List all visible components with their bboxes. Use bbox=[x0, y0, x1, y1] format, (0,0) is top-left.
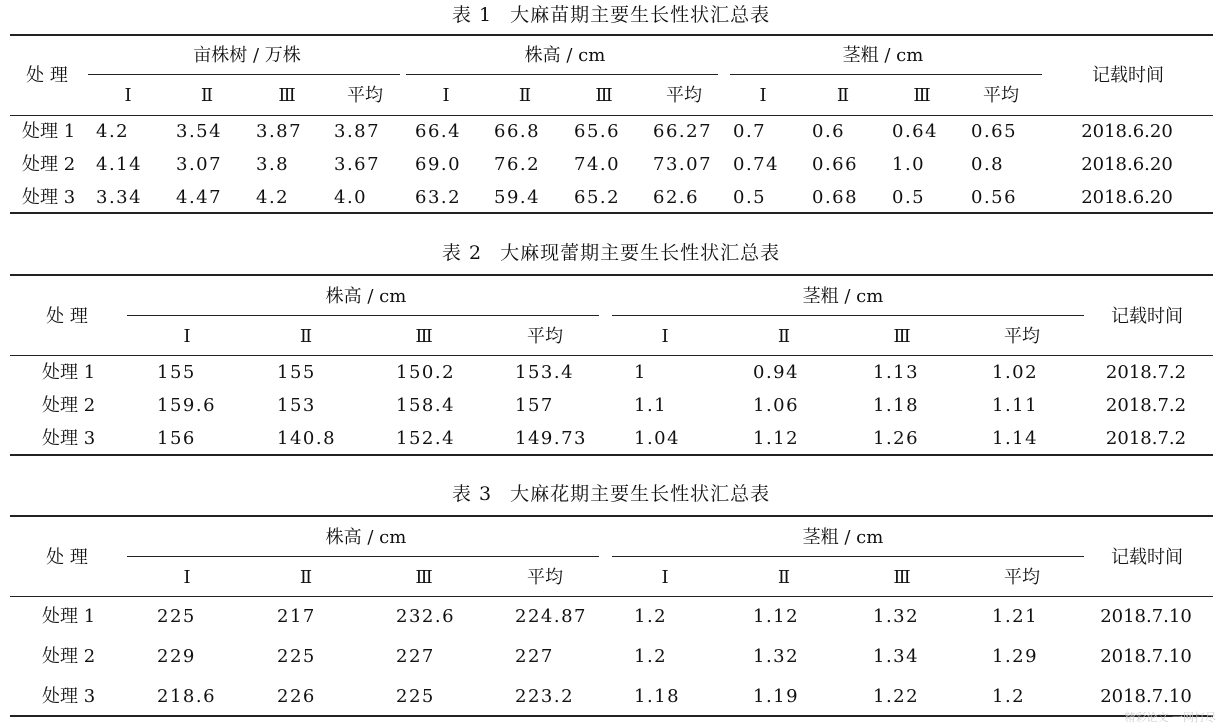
table3-sub-header: Ⅱ bbox=[299, 567, 313, 588]
table2-number: 表 2 bbox=[441, 242, 483, 264]
table1-cell: 4.0 bbox=[334, 187, 368, 208]
table3-cell: 217 bbox=[277, 606, 316, 627]
table2-cell: 157 bbox=[515, 395, 554, 416]
table3-time-header: 记载时间 bbox=[1111, 547, 1183, 568]
table2-cell: 155 bbox=[157, 362, 196, 383]
table1-row-label: 处理 1 bbox=[22, 121, 76, 142]
table2-sub-header: Ⅲ bbox=[415, 326, 433, 347]
table3-sub-header: Ⅱ bbox=[777, 567, 791, 588]
table1-header-rule bbox=[10, 115, 1213, 116]
table1-sub-header: Ⅰ bbox=[759, 85, 767, 106]
table1-cell: 3.07 bbox=[176, 154, 223, 175]
table3-row-label: 处理 2 bbox=[42, 646, 96, 667]
table2-title: 大麻现蕾期主要生长性状汇总表 bbox=[500, 242, 781, 264]
table1-cell: 0.5 bbox=[733, 187, 767, 208]
table1-group-header: 亩株树 / 万株 bbox=[193, 45, 301, 66]
table1-title: 大麻苗期主要生长性状汇总表 bbox=[510, 4, 771, 26]
table1-cell: 3.67 bbox=[334, 154, 381, 175]
table1-cell: 66.27 bbox=[653, 121, 713, 142]
table2-sub-header: Ⅱ bbox=[299, 326, 313, 347]
table1-cell: 69.0 bbox=[415, 154, 462, 175]
table1-cell: 65.6 bbox=[574, 121, 621, 142]
table2-cell: 155 bbox=[277, 362, 316, 383]
table2-sub-header: Ⅲ bbox=[893, 326, 911, 347]
table1-group-rule-1 bbox=[88, 74, 400, 75]
table1-cell: 4.47 bbox=[176, 187, 223, 208]
table2-row-header: 处 理 bbox=[46, 306, 88, 327]
table1-sub-header: Ⅰ bbox=[124, 85, 132, 106]
table2-cell: 149.73 bbox=[515, 428, 587, 449]
table3-cell: 225 bbox=[157, 606, 196, 627]
table2-cell: 156 bbox=[157, 428, 196, 449]
table2-bottom-rule bbox=[10, 454, 1213, 456]
table1-cell: 76.2 bbox=[494, 154, 541, 175]
table3-cell: 1.2 bbox=[634, 646, 668, 667]
table2-sub-header: Ⅰ bbox=[183, 326, 191, 347]
table1-cell: 4.2 bbox=[256, 187, 290, 208]
table3-sub-header: Ⅰ bbox=[183, 567, 191, 588]
table1-cell: 0.8 bbox=[971, 154, 1005, 175]
table3-cell: 1.19 bbox=[753, 686, 800, 707]
table3-group-header: 茎粗 / cm bbox=[802, 527, 884, 548]
table3-caption bbox=[0, 482, 1222, 506]
table2-cell: 1.02 bbox=[992, 362, 1039, 383]
table2-cell: 152.4 bbox=[396, 428, 456, 449]
table2-sub-header: Ⅰ bbox=[661, 326, 669, 347]
table1-cell: 62.6 bbox=[653, 187, 700, 208]
table3-cell: 225 bbox=[277, 646, 316, 667]
table1-cell: 0.74 bbox=[733, 154, 780, 175]
table2-row-date: 2018.7.2 bbox=[1105, 362, 1187, 383]
table2-cell: 1.13 bbox=[873, 362, 920, 383]
table3-row-date: 2018.7.10 bbox=[1100, 606, 1192, 627]
table2-cell: 1.11 bbox=[992, 395, 1039, 416]
table3-cell: 218.6 bbox=[157, 686, 217, 707]
table3-sub-header: Ⅲ bbox=[415, 567, 433, 588]
table3-cell: 232.6 bbox=[396, 606, 456, 627]
table1-cell: 59.4 bbox=[494, 187, 541, 208]
table2-cell: 1.26 bbox=[873, 428, 920, 449]
table1-group-header: 株高 / cm bbox=[524, 45, 606, 66]
table1-sub-header: 平均 bbox=[347, 85, 383, 106]
table3-cell: 223.2 bbox=[515, 686, 575, 707]
table2-cell: 150.2 bbox=[396, 362, 456, 383]
table3-row-label: 处理 3 bbox=[42, 686, 96, 707]
table3-row-date: 2018.7.10 bbox=[1100, 686, 1192, 707]
table2-row-label: 处理 3 bbox=[42, 428, 96, 449]
table1-cell: 0.66 bbox=[812, 154, 859, 175]
table1-cell: 3.54 bbox=[176, 121, 223, 142]
table2-group-rule-1 bbox=[127, 315, 599, 316]
table2-row-date: 2018.7.2 bbox=[1105, 428, 1187, 449]
table3-cell: 1.21 bbox=[992, 606, 1039, 627]
table1-sub-header: Ⅲ bbox=[913, 85, 931, 106]
table3-cell: 1.29 bbox=[992, 646, 1039, 667]
table3-cell: 1.34 bbox=[873, 646, 920, 667]
table1-row-header: 处 理 bbox=[26, 65, 68, 86]
table3-sub-header: 平均 bbox=[527, 567, 563, 588]
table1-time-header: 记载时间 bbox=[1092, 65, 1164, 86]
table1-cell: 73.07 bbox=[653, 154, 713, 175]
table2-cell: 1.04 bbox=[634, 428, 681, 449]
table3-cell: 1.32 bbox=[873, 606, 920, 627]
table2-row-label: 处理 1 bbox=[42, 362, 96, 383]
table1-sub-header: Ⅲ bbox=[278, 85, 296, 106]
table1-sub-header: Ⅱ bbox=[518, 85, 532, 106]
table1-group-header: 茎粗 / cm bbox=[842, 45, 924, 66]
table3-top-rule bbox=[10, 515, 1213, 517]
table2-cell: 153.4 bbox=[515, 362, 575, 383]
table3-sub-header: Ⅰ bbox=[661, 567, 669, 588]
table1-row-date: 2018.6.20 bbox=[1081, 154, 1173, 175]
table2-row-label: 处理 2 bbox=[42, 395, 96, 416]
table3-cell: 1.12 bbox=[753, 606, 800, 627]
table3-cell: 229 bbox=[157, 646, 196, 667]
watermark: 精彩论文 一网打尽 bbox=[1124, 711, 1216, 724]
table2-cell: 1.1 bbox=[634, 395, 668, 416]
table2-cell: 1 bbox=[634, 362, 647, 383]
table3-group-rule-1 bbox=[127, 556, 599, 557]
table3-cell: 1.2 bbox=[634, 606, 668, 627]
table1-cell: 3.87 bbox=[256, 121, 303, 142]
table3-cell: 226 bbox=[277, 686, 316, 707]
table1-cell: 1.0 bbox=[892, 154, 926, 175]
table3-group-header: 株高 / cm bbox=[325, 527, 407, 548]
table2-cell: 159.6 bbox=[157, 395, 217, 416]
table3-row-header: 处 理 bbox=[46, 547, 88, 568]
table2-header-rule bbox=[10, 355, 1213, 356]
table1-cell: 0.6 bbox=[812, 121, 846, 142]
table3-row-label: 处理 1 bbox=[42, 606, 96, 627]
table1-sub-header: Ⅲ bbox=[595, 85, 613, 106]
table2-row-date: 2018.7.2 bbox=[1105, 395, 1187, 416]
table1-cell: 3.87 bbox=[334, 121, 381, 142]
table2-sub-header: 平均 bbox=[1004, 326, 1040, 347]
table3-title: 大麻花期主要生长性状汇总表 bbox=[510, 483, 771, 505]
table2-cell: 153 bbox=[277, 395, 316, 416]
table1-group-rule-2 bbox=[406, 74, 718, 75]
table2-sub-header: 平均 bbox=[527, 326, 563, 347]
table1-sub-header: Ⅰ bbox=[442, 85, 450, 106]
table3-cell: 227 bbox=[396, 646, 435, 667]
table1-sub-header: 平均 bbox=[983, 85, 1019, 106]
table2-group-header: 株高 / cm bbox=[325, 286, 407, 307]
table1-cell: 74.0 bbox=[574, 154, 621, 175]
table3-cell: 1.18 bbox=[634, 686, 681, 707]
table1-cell: 66.4 bbox=[415, 121, 462, 142]
table2-cell: 0.94 bbox=[753, 362, 800, 383]
table3-sub-header: 平均 bbox=[1004, 567, 1040, 588]
table2-top-rule bbox=[10, 274, 1213, 276]
table1-group-rule-3 bbox=[730, 74, 1042, 75]
table1-cell: 0.7 bbox=[733, 121, 767, 142]
table2-cell: 158.4 bbox=[396, 395, 456, 416]
table1-cell: 66.8 bbox=[494, 121, 541, 142]
table3-group-rule-2 bbox=[612, 556, 1084, 557]
table1-cell: 65.2 bbox=[574, 187, 621, 208]
table1-row-label: 处理 2 bbox=[22, 154, 76, 175]
table1-number: 表 1 bbox=[451, 4, 493, 26]
table1-cell: 0.56 bbox=[971, 187, 1018, 208]
table1-cell: 3.8 bbox=[256, 154, 290, 175]
table3-cell: 1.22 bbox=[873, 686, 920, 707]
table1-cell: 4.14 bbox=[96, 154, 143, 175]
table3-header-rule bbox=[10, 596, 1213, 597]
table2-cell: 140.8 bbox=[277, 428, 337, 449]
table1-sub-header: Ⅱ bbox=[200, 85, 214, 106]
table3-row-date: 2018.7.10 bbox=[1100, 646, 1192, 667]
table3-sub-header: Ⅲ bbox=[893, 567, 911, 588]
table1-sub-header: Ⅱ bbox=[836, 85, 850, 106]
table1-cell: 0.65 bbox=[971, 121, 1018, 142]
table3-cell: 227 bbox=[515, 646, 554, 667]
table1-caption bbox=[0, 3, 1222, 27]
table1-cell: 4.2 bbox=[96, 121, 130, 142]
table1-top-rule bbox=[10, 34, 1213, 36]
table1-cell: 0.68 bbox=[812, 187, 859, 208]
table1-row-date: 2018.6.20 bbox=[1081, 121, 1173, 142]
table3-cell: 1.2 bbox=[992, 686, 1026, 707]
table1-cell: 63.2 bbox=[415, 187, 462, 208]
table2-cell: 1.18 bbox=[873, 395, 920, 416]
table1-row-label: 处理 3 bbox=[22, 187, 76, 208]
table2-group-rule-2 bbox=[612, 315, 1084, 316]
table2-caption bbox=[0, 241, 1222, 265]
table3-cell: 225 bbox=[396, 686, 435, 707]
table3-bottom-rule bbox=[10, 715, 1213, 717]
table3-cell: 1.32 bbox=[753, 646, 800, 667]
table1-sub-header: 平均 bbox=[666, 85, 702, 106]
table1-bottom-rule bbox=[10, 212, 1213, 214]
table1-cell: 3.34 bbox=[96, 187, 143, 208]
table3-number: 表 3 bbox=[451, 483, 493, 505]
table2-sub-header: Ⅱ bbox=[777, 326, 791, 347]
table1-cell: 0.5 bbox=[892, 187, 926, 208]
table2-time-header: 记载时间 bbox=[1111, 306, 1183, 327]
table3-cell: 224.87 bbox=[515, 606, 587, 627]
table2-cell: 1.12 bbox=[753, 428, 800, 449]
table2-cell: 1.14 bbox=[992, 428, 1039, 449]
table1-row-date: 2018.6.20 bbox=[1081, 187, 1173, 208]
table1-cell: 0.64 bbox=[892, 121, 939, 142]
table2-cell: 1.06 bbox=[753, 395, 800, 416]
table2-group-header: 茎粗 / cm bbox=[802, 286, 884, 307]
